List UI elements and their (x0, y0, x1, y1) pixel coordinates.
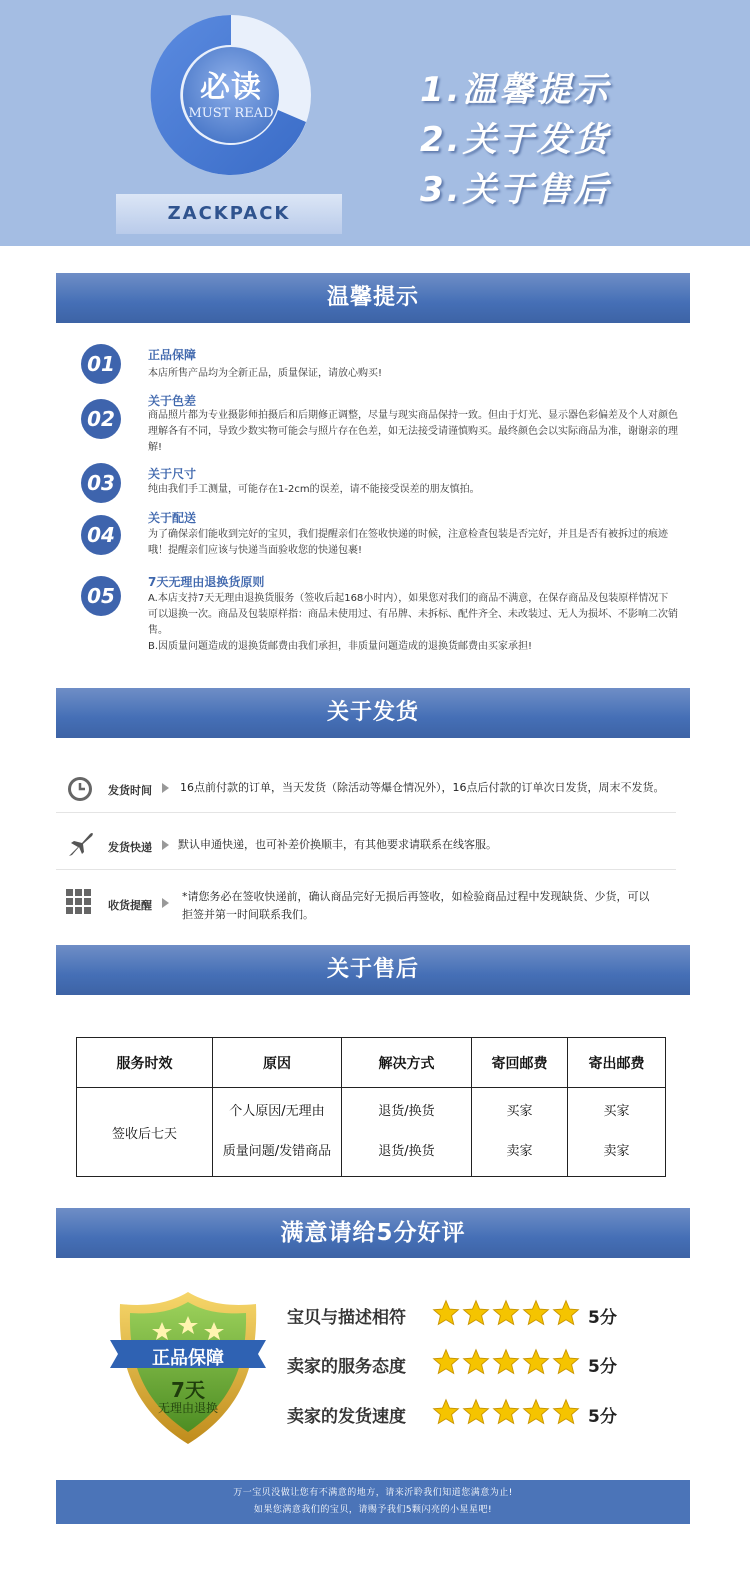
section-bar-shipping: 关于发货 (56, 688, 690, 738)
ship-text-receipt: *请您务必在签收快递前，确认商品完好无损后再签收，如检验商品过程中发现缺货、少货，可以拒签并第一时间联系我们。 (182, 890, 650, 921)
divider (56, 869, 676, 870)
section-bar-tips: 温馨提示 (56, 273, 690, 323)
table-cell-period: 签收后七天 (77, 1088, 213, 1177)
ship-text-time: 16点前付款的订单，当天发货（除活动等爆仓情况外），16点后付款的订单次日发货，周末不发货。 (180, 781, 665, 794)
tip-number-5: 05 (81, 576, 121, 616)
rating-stars-3 (432, 1398, 582, 1430)
toc-item-1: 1.温馨提示 (420, 70, 611, 110)
star-icon (462, 1348, 490, 1376)
ship-label-express: 发货快递 (108, 841, 152, 854)
rating-label-2: 卖家的服务态度 (287, 1357, 406, 1377)
table-header: 原因 (213, 1038, 342, 1088)
star-icon (432, 1348, 460, 1376)
table-header-row (77, 1038, 666, 1088)
table-header: 寄出邮费 (568, 1038, 666, 1088)
table-row (77, 1088, 666, 1177)
rating-score-3: 5分 (588, 1407, 617, 1427)
tip-body-5b: B.因质量问题造成的退换货邮费由我们承担，非质量问题造成的退换货邮费由买家承担! (148, 641, 533, 652)
rating-score-2: 5分 (588, 1357, 617, 1377)
section-bar-aftersale: 关于售后 (56, 945, 690, 995)
rating-label-3: 卖家的发货速度 (287, 1407, 406, 1427)
tip-title-5: 7天无理由退换货原则 (148, 575, 265, 589)
arrow-right-icon (162, 898, 169, 908)
footer-banner (56, 1480, 690, 1524)
table-cell-send-fee (568, 1088, 666, 1177)
tip-number-3: 03 (81, 463, 121, 503)
star-icon (522, 1348, 550, 1376)
star-icon (462, 1299, 490, 1327)
table-cell-return-fee (472, 1088, 568, 1177)
tip-title-4: 关于配送 (148, 511, 197, 525)
send-fee-2: 卖家 (603, 1144, 630, 1159)
table-header: 寄回邮费 (472, 1038, 568, 1088)
tip-body-4: 为了确保亲们能收到完好的宝贝，我们提醒亲们在签收快递的时候，注意检查包装是否完好，并且是否有被拆过的痕迹哦！提醒亲们应该与快递当面验收您的快递包裹! (148, 529, 668, 556)
tip-title-2: 关于色差 (148, 394, 197, 408)
must-read-title: 必读 (200, 70, 262, 105)
reason-1: 个人原因/无理由 (229, 1104, 325, 1119)
tip-number-2: 02 (81, 399, 121, 439)
star-icon (522, 1299, 550, 1327)
must-read-subtitle: MUST READ (188, 106, 274, 121)
guarantee-badge (106, 1288, 270, 1448)
footer-line-2: 如果您满意我们的宝贝，请赐予我们5颗闪亮的小星星吧! (253, 1505, 493, 1515)
tip-title-1: 正品保障 (148, 348, 197, 362)
rating-stars-1 (432, 1299, 582, 1331)
solution-1: 退货/换货 (378, 1104, 435, 1119)
tip-body-3: 纯由我们手工测量，可能存在1-2cm的误差，请不能接受误差的朋友慎拍。 (148, 484, 480, 495)
star-icon (552, 1398, 580, 1426)
solution-2: 退货/换货 (378, 1144, 435, 1159)
tip-body-2: 商品照片都为专业摄影师拍摄后和后期修正调整，尽量与现实商品保持一致。但由于灯光、显示器色彩偏差及个人对颜色理解各有不同，导致少数实物可能会与照片存在色差，如无法接受请谨慎购买。最终颜色会以实际商品为准，谢谢亲的理解! (148, 410, 678, 453)
tip-body-5: A.本店支持7天无理由退换货服务（签收后起168小时内），如果您对我们的商品不满意，在保存商品及包装原样情况下可以退换一次。商品及包装原样指：商品未使用过、有吊牌、未拆标、配件齐全、未改装过、无人为损坏、不影响二次销售。 (148, 593, 678, 636)
badge-bottom-text: 无理由退换 (157, 1401, 218, 1415)
star-icon (522, 1398, 550, 1426)
tip-body-1: 本店所售产品均为全新正品，质量保证，请放心购买! (148, 368, 383, 379)
table-cell-solution (342, 1088, 472, 1177)
aftersale-table (76, 1037, 666, 1177)
star-icon (552, 1299, 580, 1327)
star-icon (492, 1348, 520, 1376)
ship-label-time: 发货时间 (108, 784, 152, 797)
table-header: 服务时效 (77, 1038, 213, 1088)
send-fee-1: 买家 (603, 1104, 630, 1119)
return-fee-1: 买家 (506, 1104, 533, 1119)
rating-score-1: 5分 (588, 1308, 617, 1328)
toc-item-3: 3.关于售后 (420, 170, 611, 210)
table-header: 解决方式 (342, 1038, 472, 1088)
must-read-ring (146, 10, 316, 180)
star-icon (432, 1398, 460, 1426)
arrow-right-icon (162, 783, 169, 793)
badge-top-text: 正品保障 (152, 1348, 224, 1369)
reason-2: 质量问题/发错商品 (222, 1144, 332, 1159)
star-icon (492, 1299, 520, 1327)
tip-number-1: 01 (81, 344, 121, 384)
tip-title-3: 关于尺寸 (148, 467, 197, 481)
airplane-icon (66, 829, 96, 859)
grid-icon (66, 889, 96, 919)
rating-stars-2 (432, 1348, 582, 1380)
rating-label-1: 宝贝与描述相符 (287, 1308, 406, 1328)
arrow-right-icon (162, 840, 169, 850)
ship-label-receipt: 收货提醒 (108, 899, 152, 912)
star-icon (552, 1348, 580, 1376)
star-icon (432, 1299, 460, 1327)
brand-name: ZACKPACK (116, 194, 342, 234)
star-icon (492, 1398, 520, 1426)
header-banner (0, 0, 750, 246)
section-bar-rating: 满意请给5分好评 (56, 1208, 690, 1258)
badge-mid-text: 7天 (171, 1378, 205, 1402)
footer-line-1: 万一宝贝没做让您有不满意的地方，请来沂聆我们知道您满意为止! (233, 1488, 513, 1498)
divider (56, 812, 676, 813)
star-icon (462, 1398, 490, 1426)
ship-text-express: 默认申通快递，也可补差价换顺丰，有其他要求请联系在线客服。 (178, 838, 497, 851)
return-fee-2: 卖家 (506, 1144, 533, 1159)
table-cell-reason (213, 1088, 342, 1177)
clock-icon (66, 775, 96, 805)
tip-number-4: 04 (81, 515, 121, 555)
toc-item-2: 2.关于发货 (420, 120, 611, 160)
